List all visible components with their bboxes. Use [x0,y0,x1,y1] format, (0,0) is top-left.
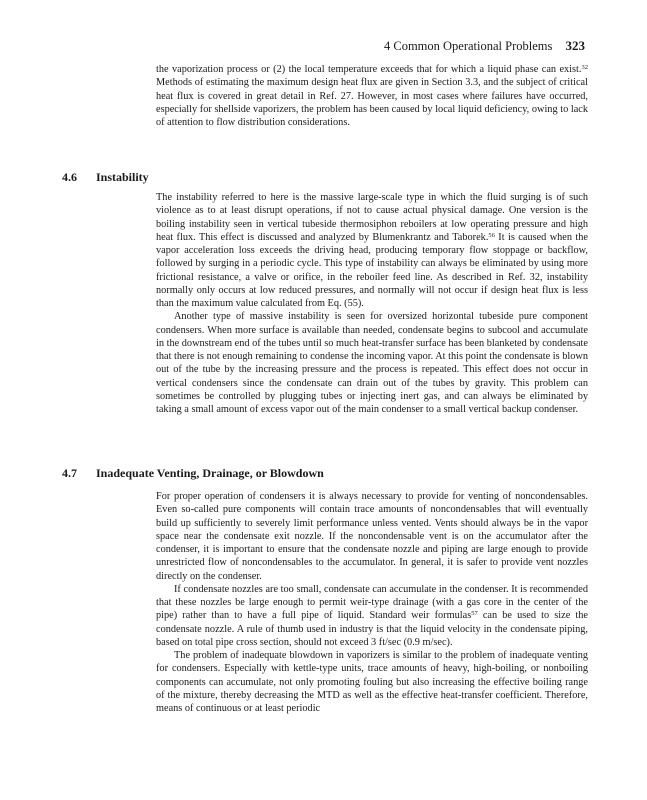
section-title: Inadequate Venting, Drainage, or Blowdown [96,466,324,480]
chapter-title: 4 Common Operational Problems [383,39,553,53]
section-4-7-paragraph-3: The problem of inadequate blowdown in vaporizers is similar to the problem of inadequate venting for condensers. Especially with kettle-type units, trace amounts of heavy, high-boiling, or nonboiling components can accumulate, not only promoting fouling but also increasing the effective boiling range of the mixture, thereby decreasing the MTD as well as the effective heat-transfer coefficient. Therefore, means of continuous or at least periodic [156,650,588,714]
paragraph-text-a: The instability referred to here is the massive large-scale type in which the fluid surging is of such violence as to at least disrupt operations, if not to cause actual physical damage. One version is the boiling instability seen in vertical tubeside thermosiphon reboilers at low operating pressure and high heat flux. This effect is discussed and analyzed by Blumenkrantz and Taborek. [156,192,588,243]
section-number: 4.7 [62,466,77,480]
reference-superscript: 56 [488,231,495,239]
paragraph-text-a: If condensate nozzles are too small, condensate can accumulate in the condenser. It is recommended that these nozzles be large enough to permit weir-type drainage (with a gas core in the center of the pipe) rather than to have a full pipe of liquid. Standard weir formulas [156,583,588,622]
intro-paragraph [156,63,588,129]
reference-superscript: 32 [581,64,588,71]
reference-superscript: 57 [471,610,478,618]
paragraph-text-b: It is caused when the vapor acceleration loss exceeds the driving head, producing temporary flow stoppage or backflow, followed by surging in a periodic cycle. This type of instability can always be eliminated by using more frictional resistance, a valve or orifice, in the reboiler feed line. As described in Ref. 32, instability normally only occurs at low reduced pressures, and normally will not occur if design heat flux is less than the maximum value calculated from Eq. (55). [156,231,588,309]
section-4-7-body [156,490,588,715]
intro-paragraph-block [156,63,588,129]
page-number: 323 [565,38,585,53]
section-number: 4.6 [62,170,77,184]
section-4-7-paragraph-2 [156,583,588,649]
section-heading-4-7 [62,466,324,481]
running-head [384,38,585,54]
section-heading-4-6 [62,170,149,185]
intro-text-a: the vaporization process or (2) the local temperature exceeds that for which a liquid phase can exist. [156,64,582,75]
section-4-7-paragraph-1: For proper operation of condensers it is always necessary to provide for venting of noncondensables. Even so-called pure components will contain trace amounts of noncondensables that will eventually build up sufficiently to severely limit performance unless vented. Vents should always be in the vapor space near the condensate exit nozzle. If the noncondensable vent is on the accumulator after the condenser, it is important to ensure that the condensate nozzle and piping are large enough to provide unrestricted flow of noncondensables to the accumulator. In general, it is safer to provide vent nozzles directly on the condenser. [156,491,588,582]
paragraph-text-b: can be used to size the condensate nozzle. A rule of thumb used in industry is that the liquid velocity in the condensate piping, based on total pipe cross section, should not exceed 3 ft/sec (0.9 m/sec). [156,610,588,648]
intro-text-b: Methods of estimating the maximum design heat flux are given in Section 3.3, and the subject of critical heat flux is covered in great detail in Ref. 27. However, in most cases where failures have occurred, especially for shellside vaporizers, the problem has been caused by local liquid deficiency, owing to lack of attention to flow distribution considerations. [156,77,588,128]
section-title: Instability [96,170,149,184]
section-4-6-paragraph-2: Another type of massive instability is seen for oversized horizontal tubeside pure component condensers. When more surface is available than needed, condensate begins to subcool and accumulate in the downstream end of the tubes until so much heat-transfer surface has been blanketed by condensate that there is not enough remaining to condense the incoming vapor. At this point the condensate is blown out of the tube by the increasing pressure and the process is repeated. This effect does not occur in vertical condensers since the condensate can drain out of the tubes by gravity. This problem can sometimes be controlled by plugging tubes or injecting inert gas, and can always be eliminated by taking a small amount of excess vapor out of the main condenser to a small vertical backup condenser. [156,311,588,415]
section-4-6-body [156,191,588,416]
section-4-6-paragraph-1 [156,191,588,310]
